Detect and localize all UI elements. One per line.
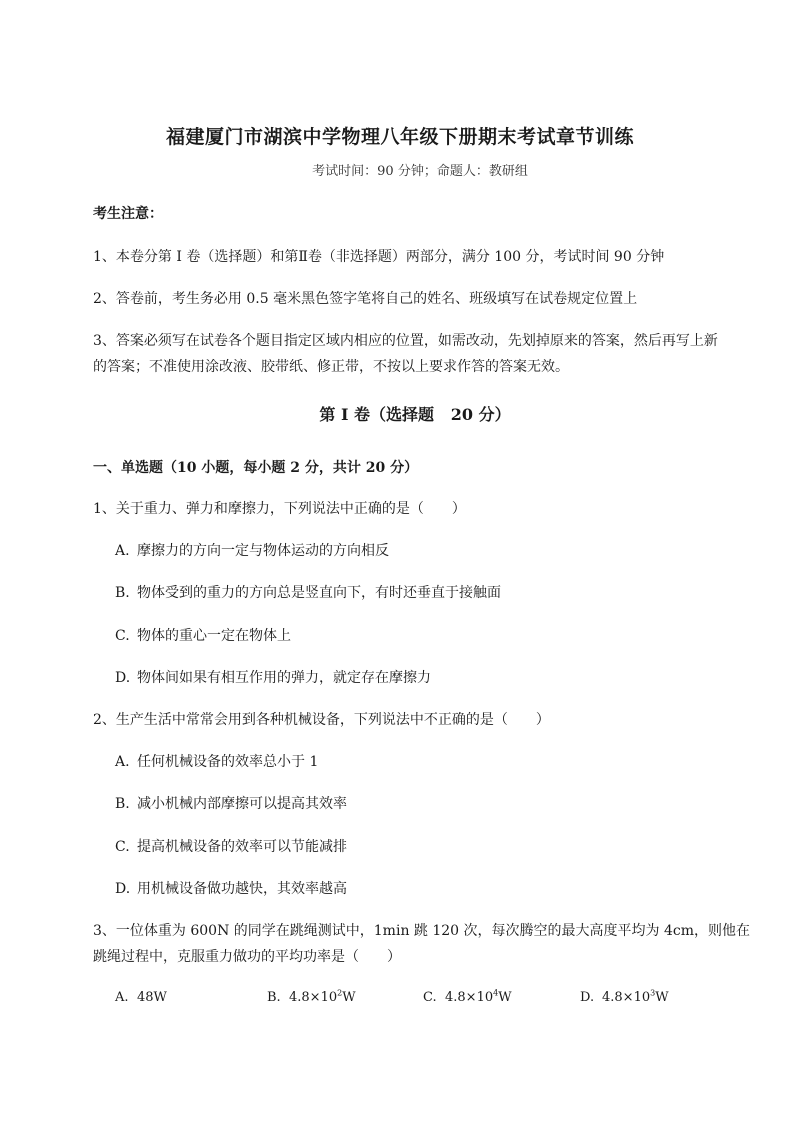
notice-item: 的答案；不准使用涂改液、胶带纸、修正带，不按以上要求作答的答案无效。 bbox=[93, 359, 569, 375]
option-letter: B. bbox=[115, 585, 130, 601]
answer-option[interactable] bbox=[115, 836, 347, 856]
option-exponent: 3 bbox=[650, 988, 656, 998]
option-text: 物体间如果有相互作用的弹力，就定存在摩擦力 bbox=[137, 670, 431, 686]
option-letter: C. bbox=[423, 990, 437, 1005]
part-heading: 一、单选题（10 小题，每小题 2 分，共计 20 分） bbox=[93, 460, 419, 476]
question-stem: 3、一位体重为 600N 的同学在跳绳测试中，1min 跳 120 次，每次腾空的最大高度平均为 4cm，则他在 bbox=[93, 923, 750, 939]
notice-item: 2、答卷前，考生务必用 0.5 毫米黑色签字笔将自己的姓名、班级填写在试卷规定位置上 bbox=[93, 291, 638, 307]
option-exponent: 4 bbox=[493, 988, 499, 998]
answer-option[interactable] bbox=[115, 582, 501, 602]
option-text: 4.8×10 bbox=[289, 990, 338, 1005]
option-text: 48W bbox=[137, 990, 167, 1005]
option-unit: W bbox=[498, 990, 512, 1005]
exam-subtitle: 考试时间：90 分钟；命题人：教研组 bbox=[312, 164, 528, 179]
option-letter: D. bbox=[580, 990, 595, 1005]
answer-option[interactable] bbox=[115, 793, 347, 813]
option-text: 摩擦力的方向一定与物体运动的方向相反 bbox=[137, 543, 389, 559]
answer-option[interactable] bbox=[580, 990, 669, 1005]
answer-option[interactable] bbox=[115, 540, 389, 560]
option-text: 用机械设备做功越快，其效率越高 bbox=[137, 881, 347, 897]
option-text: 提高机械设备的效率可以节能减排 bbox=[137, 839, 347, 855]
section-title: 第 I 卷（选择题 20 分） bbox=[319, 405, 511, 424]
answer-option[interactable] bbox=[115, 625, 291, 645]
question-stem: 2、生产生活中常常会用到各种机械设备，下列说法中不正确的是（ ） bbox=[93, 712, 550, 728]
answer-option[interactable] bbox=[267, 990, 356, 1005]
option-text: 物体的重心一定在物体上 bbox=[137, 628, 291, 644]
answer-options-row bbox=[115, 990, 715, 1010]
option-unit: W bbox=[655, 990, 669, 1005]
option-letter: C. bbox=[115, 839, 130, 855]
option-text: 4.8×10 bbox=[445, 990, 494, 1005]
option-exponent: 2 bbox=[337, 988, 343, 998]
option-letter: B. bbox=[115, 796, 130, 812]
notice-item: 3、答案必须写在试卷各个题目指定区域内相应的位置，如需改动，先划掉原来的答案，然后再写上新 bbox=[93, 333, 718, 349]
answer-option[interactable] bbox=[115, 990, 167, 1005]
question-stem-continued: 跳绳过程中，克服重力做功的平均功率是（ ） bbox=[93, 949, 401, 965]
exam-title: 福建厦门市湖滨中学物理八年级下册期末考试章节训练 bbox=[165, 126, 634, 148]
answer-option[interactable] bbox=[115, 667, 431, 687]
notice-heading: 考生注意： bbox=[93, 206, 163, 222]
option-unit: W bbox=[342, 990, 356, 1005]
option-text: 物体受到的重力的方向总是竖直向下，有时还垂直于接触面 bbox=[137, 585, 501, 601]
option-letter: B. bbox=[267, 990, 281, 1005]
question-stem: 1、关于重力、弹力和摩擦力，下列说法中正确的是（ ） bbox=[93, 501, 466, 517]
option-text: 4.8×10 bbox=[602, 990, 651, 1005]
option-letter: A. bbox=[115, 543, 130, 559]
option-letter: C. bbox=[115, 628, 130, 644]
option-letter: A. bbox=[115, 990, 129, 1005]
option-letter: A. bbox=[115, 754, 130, 770]
answer-option[interactable] bbox=[423, 990, 512, 1005]
option-letter: D. bbox=[115, 881, 131, 897]
option-text: 任何机械设备的效率总小于 1 bbox=[137, 754, 319, 770]
answer-option[interactable] bbox=[115, 751, 318, 771]
answer-option[interactable] bbox=[115, 878, 347, 898]
option-letter: D. bbox=[115, 670, 131, 686]
notice-item: 1、本卷分第 I 卷（选择题）和第Ⅱ卷（非选择题）两部分，满分 100 分，考试时间 90 分钟 bbox=[93, 249, 665, 265]
option-text: 减小机械内部摩擦可以提高其效率 bbox=[137, 796, 347, 812]
